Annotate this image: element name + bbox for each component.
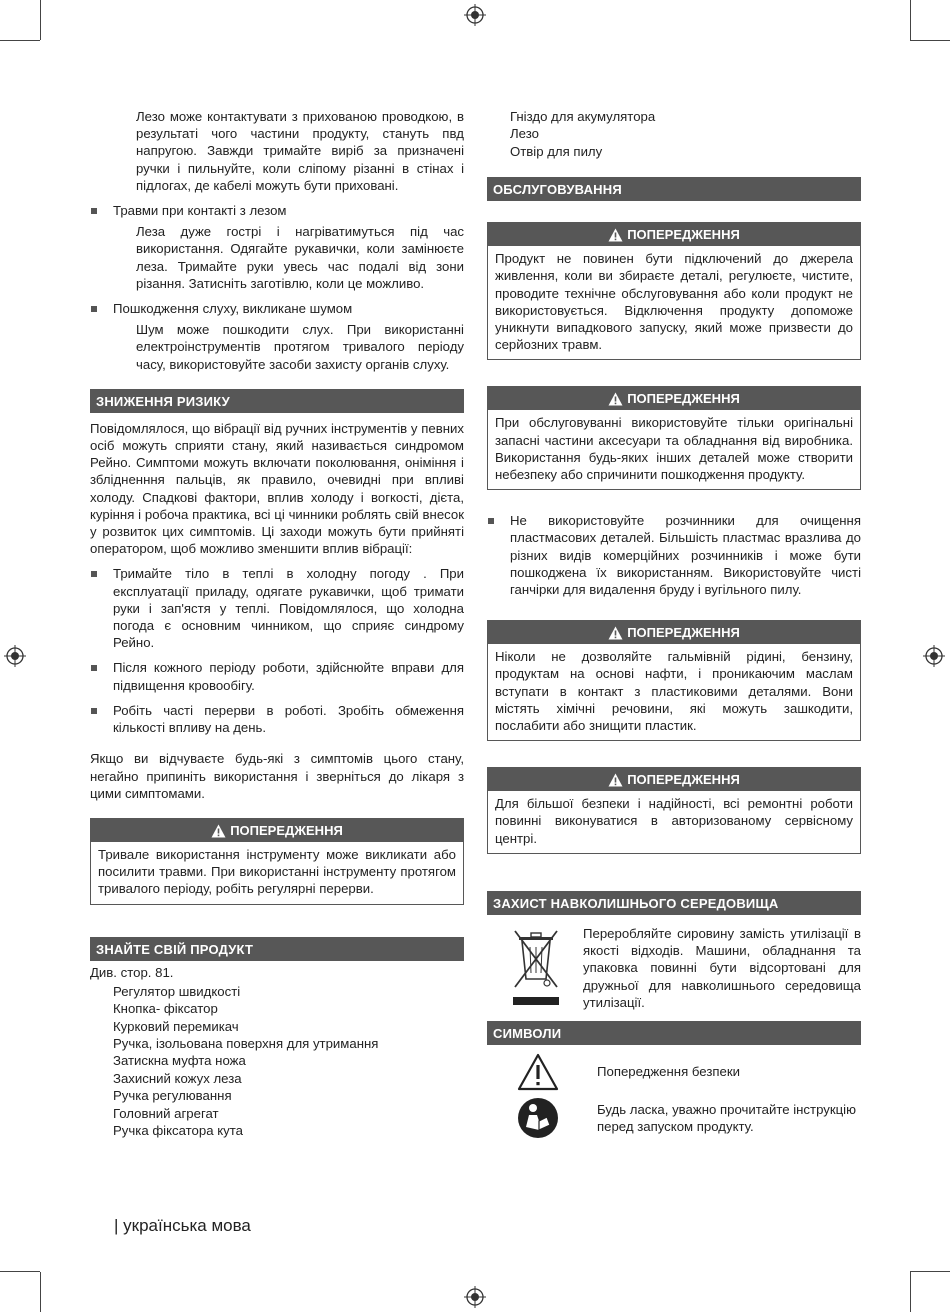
- warning-triangle-icon: [211, 824, 226, 838]
- warning-box: [487, 386, 861, 490]
- crop-mark: [910, 1272, 911, 1312]
- warning-header: [488, 768, 860, 791]
- list-item: Кнопка- фіксатор: [113, 1001, 218, 1017]
- read-manual-icon: [517, 1097, 559, 1139]
- maintenance-heading: ОБСЛУГОВУВАННЯ: [487, 177, 861, 201]
- crop-mark: [40, 0, 41, 40]
- product-parts-list: [113, 983, 464, 1140]
- warning-text: Для більшої безпеки і надійності, всі ремонтні роботи повинні виконуватися в авторизованому сервісному центрі.: [495, 796, 853, 846]
- product-parts-list-continued: [510, 108, 861, 160]
- risk-reduction-heading: ЗНИЖЕННЯ РИЗИКУ: [90, 389, 464, 413]
- list-item: Регулятор швидкості: [113, 983, 241, 999]
- symbols-heading: СИМВОЛИ: [487, 1021, 861, 1045]
- risk-after-paragraph: Якщо ви відчуваєте будь-які з симптомів цього стану, негайно припиніть використання і зверніться до лікаря з цими симптомами.: [90, 751, 464, 801]
- symbol-text: Попередження безпеки: [597, 1064, 740, 1080]
- safety-alert-icon: [517, 1053, 559, 1091]
- list-item: Ручка регулювання: [113, 1088, 232, 1104]
- warning-header: [488, 621, 860, 644]
- list-item: Захисний кожух леза: [113, 1070, 242, 1086]
- blade-wiring-paragraph: Лезо може контактувати з прихованою проводкою, в результаті чого частини продукту, стануть пвд напругою. Завжди тримайте виріб за призначені ручки і пильнуйте, коли сліпому різанні в стінах і підлогах, де кабелі можуть бути приховані.: [136, 109, 464, 193]
- bullet-blade-injury: [90, 202, 464, 292]
- warning-triangle-icon: [608, 228, 623, 242]
- list-item: Затискна муфта ножа: [113, 1053, 246, 1069]
- environment-text: Переробляйте сировину замість утилізації в якості відходів. Машини, обладнання та упаковка повинні бути відсортовані для дружньої для навколишнього середовища утилізації.: [583, 925, 861, 1010]
- warning-text: Тривале використання інструменту може викликати або посилити травми. При використанні інструменту протягом тривалого періоду, робіть регулярні перерви.: [98, 846, 456, 897]
- know-product-heading: ЗНАЙТЕ СВІЙ ПРОДУКТ: [90, 937, 464, 961]
- crop-mark: [910, 40, 950, 41]
- crop-mark: [0, 40, 40, 41]
- registration-mark-icon: [464, 1286, 486, 1308]
- right-column: [487, 108, 861, 1139]
- warning-text: Продукт не повинен бути підключений до джерела живлення, коли ви збираєте деталі, регулюєте, чистите, проводите технічне обслуговування або коли продукт не використовується. Відключення продукту допоможе уникнути випадкового запуску, який може призвести до серйозних травм.: [495, 251, 853, 353]
- risk-bullet: Після кожного періоду роботи, здійснюйте вправи для підвищення кровообігу.: [90, 659, 464, 693]
- crop-mark: [40, 1272, 41, 1312]
- list-item: Курковий перемикач: [113, 1018, 239, 1034]
- crop-mark: [910, 1271, 950, 1272]
- crop-mark: [0, 1271, 40, 1272]
- warning-text: Ніколи не дозволяйте гальмівній рідині, бензину, продуктам на основі нафти, і проникаючим маслам вступати в контакт з пластиковими деталями. Вони містять хімічні речовини, які можуть зашкодити, послабити або знищити пластик.: [495, 649, 853, 734]
- product-reference: Див. стор. 81.: [90, 964, 174, 980]
- warning-box: [90, 818, 464, 905]
- bullet-text: Леза дуже гострі і нагріватимуться під час використання. Одягайте рукавички, коли замінюєте леза. Тримайте руки увесь час подалі від зони різання. Затисніть заготівлю, коли це можливо.: [136, 224, 464, 291]
- list-item: Отвір для пилу: [510, 143, 603, 159]
- crossed-bin-icon: [495, 925, 583, 1011]
- warning-header: [91, 819, 463, 842]
- warning-label: ПОПЕРЕДЖЕННЯ: [627, 227, 740, 243]
- registration-mark-icon: [923, 645, 945, 667]
- warning-triangle-icon: [608, 773, 623, 787]
- environment-heading: ЗАХИСТ НАВКОЛИШНЬОГО СЕРЕДОВИЩА: [487, 891, 861, 915]
- warning-label: ПОПЕРЕДЖЕННЯ: [627, 625, 740, 641]
- list-item: Головний агрегат: [113, 1105, 219, 1121]
- warning-box: [487, 620, 861, 741]
- symbol-row: [487, 1097, 861, 1139]
- warning-triangle-icon: [608, 392, 623, 406]
- warning-header: [488, 387, 860, 410]
- list-item: Гніздо для акумулятора: [510, 109, 656, 124]
- registration-mark-icon: [464, 4, 486, 26]
- risk-bullet: Робіть часті перерви в роботі. Зробіть обмеження кількості впливу на день.: [90, 702, 464, 736]
- bullet-title: Пошкодження слуху, викликане шумом: [113, 301, 353, 317]
- list-item: Ручка фіксатора кута: [113, 1122, 243, 1138]
- warning-box: [487, 767, 861, 854]
- warning-label: ПОПЕРЕДЖЕННЯ: [627, 391, 740, 407]
- left-column: [90, 108, 464, 1139]
- bullet-title: Травми при контакті з лезом: [113, 203, 287, 219]
- list-item: Лезо: [510, 126, 539, 142]
- warning-box: [487, 222, 861, 360]
- warning-label: ПОПЕРЕДЖЕННЯ: [627, 772, 740, 788]
- bullet-hearing-damage: [90, 300, 464, 373]
- symbol-text: Будь ласка, уважно прочитайте інструкцію перед запуском продукту.: [597, 1101, 856, 1134]
- risk-bullet: Тримайте тіло в теплі в холодну погоду . При експлуатації приладу, одягате рукавички, щоб тримати руки і зап'ястя у теплі. Повідомлялося, що холодна погода є основним чинником, що сприяє синдрому Рейно.: [90, 565, 464, 651]
- warning-header: [488, 223, 860, 246]
- list-item: Ручка, ізольована поверхня для утримання: [113, 1035, 379, 1051]
- bullet-text: Шум може пошкодити слух. При використанні електроінструментів протягом тривалого періоду часу, використовуйте засоби захисту органів слуху.: [136, 322, 464, 372]
- solvents-bullet: Не використовуйте розчинники для очищення пластмасових деталей. Більшість пластмас вразлива до різних видів комерційних розчинників і може бути пошкоджена їх використанням. Використовуйте чисті ганчірки для видалення бруду і вугільного пилу.: [487, 512, 861, 598]
- page-footer-language: | українська мова: [114, 1216, 251, 1235]
- warning-triangle-icon: [608, 626, 623, 640]
- warning-text: При обслуговуванні використовуйте тільки оригінальні запасні частини аксесуари та обладнання від виробника. Використання будь-яких інших деталей може створити небезпеку або спричинити пошкодження продукту.: [495, 415, 853, 483]
- warning-label: ПОПЕРЕДЖЕННЯ: [230, 822, 343, 838]
- environment-row: [487, 925, 861, 1011]
- crop-mark: [910, 0, 911, 40]
- risk-paragraph: Повідомлялося, що вібрації від ручних інструментів у певних осіб можуть сприяти стану, який називається синдромом Рейно. Симптоми можуть включати поколювання, оніміння і зблідненння пальців, як правило, очевидні при впливі холоду. Спадкові фактори, вплив холоду і вогкості, дієта, куріння і робоча практика, всі ці чинники роблять свій внесок у розвиток цих симптомів. Ці заходи можуть бути прийняті оператором, щоб можливо зменшити вплив вібрації:: [90, 420, 464, 557]
- symbol-row: [487, 1053, 861, 1091]
- registration-mark-icon: [4, 645, 26, 667]
